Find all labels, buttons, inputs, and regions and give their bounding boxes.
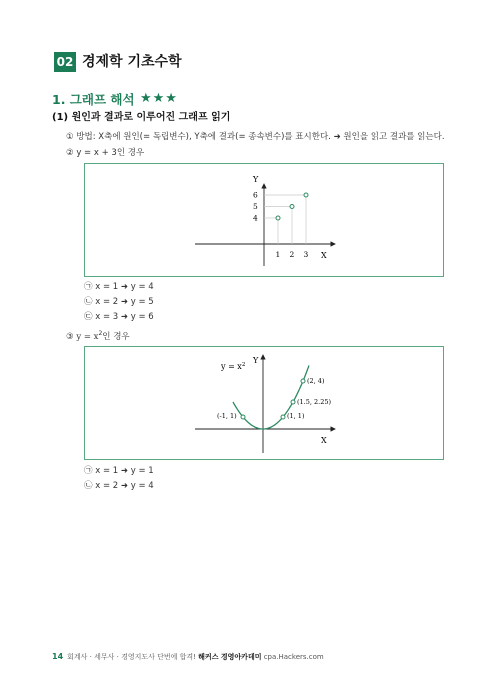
footer-url: cpa.Hackers.com — [261, 653, 324, 661]
item-2-heading: ② y = x + 3인 경우 — [66, 148, 145, 158]
graph1-box — [84, 163, 444, 277]
item-1-method: ① 방법: X축에 원인(= 독립변수), Y축에 결과(= 종속변수)를 표시한다. ➜ 원인을 읽고 결과를 읽는다. — [66, 132, 445, 142]
graph1-y-tick: 6 — [253, 190, 258, 200]
page-number: 14 — [52, 652, 64, 661]
list-mark: ㉠ — [84, 282, 93, 292]
graph2-point — [281, 415, 285, 419]
graph2-point — [241, 415, 245, 419]
graph1-y-tick: 4 — [253, 213, 258, 223]
graph2-y-label: Y — [253, 356, 259, 365]
graph2-point-label: (1, 1) — [287, 412, 305, 420]
graph1-svg — [85, 164, 443, 276]
graph2-point-label: (-1, 1) — [217, 412, 237, 420]
footer-brand: 해커스 경영아카데미 — [198, 653, 262, 661]
chapter-number: 02 — [54, 52, 76, 72]
list-text: x = 3 ➜ y = 6 — [95, 312, 154, 322]
graph1-x-tick: 3 — [303, 250, 309, 259]
list-text: x = 1 ➜ y = 1 — [95, 466, 154, 476]
list-mark: ㉡ — [84, 481, 93, 491]
list1-item-1 — [84, 281, 154, 293]
graph2-box — [84, 346, 444, 460]
curve-label-exponent: 2 — [241, 362, 246, 368]
graph1-x-label: X — [321, 251, 327, 260]
graph2-point-label: (2, 4) — [307, 377, 325, 385]
list-text: x = 1 ➜ y = 4 — [95, 282, 154, 292]
list2-item-1 — [84, 465, 154, 477]
graph2-x-label: X — [321, 436, 327, 445]
difficulty-stars: ★★★ — [140, 91, 178, 106]
page-footer — [52, 652, 324, 662]
list1-item-2 — [84, 296, 154, 308]
graph1-y-label: Y — [253, 175, 259, 184]
graph1-point — [290, 205, 294, 209]
list-text: x = 2 ➜ y = 5 — [95, 297, 154, 307]
item-3-equation: y = x — [76, 331, 99, 342]
list-text: x = 2 ➜ y = 4 — [95, 481, 154, 491]
graph2-point — [301, 379, 305, 383]
list-mark: ㉠ — [84, 466, 93, 476]
item-3-heading — [66, 328, 130, 343]
graph1-x-tick: 1 — [275, 250, 281, 259]
graph2-point — [291, 400, 295, 404]
item-3-prefix: ③ — [66, 331, 77, 342]
list-mark: ㉢ — [84, 312, 93, 322]
graph2-svg — [85, 347, 443, 459]
graph1-point — [276, 216, 280, 220]
list1-item-3 — [84, 311, 154, 323]
item-3-exponent: 2 — [98, 330, 103, 337]
graph2-curve-label — [220, 362, 245, 371]
footer-text: 회계사 · 세무사 · 경영지도사 단번에 합격! — [67, 653, 199, 661]
list-mark: ㉡ — [84, 297, 93, 307]
graph1-x-tick: 2 — [289, 250, 295, 259]
graph1-y-tick: 5 — [253, 202, 258, 211]
list2-item-2 — [84, 480, 154, 492]
item-3-suffix: 인 경우 — [102, 331, 130, 342]
curve-label-text: y = x — [221, 362, 242, 371]
chapter-title: 경제학 기초수학 — [82, 54, 182, 70]
section-title: 1. 그래프 해석 — [52, 92, 135, 107]
graph1-point — [304, 193, 308, 197]
graph2-point-label: (1.5, 2.25) — [297, 398, 332, 406]
subsection-title: (1) 원인과 결과로 이루어진 그래프 읽기 — [52, 112, 231, 123]
